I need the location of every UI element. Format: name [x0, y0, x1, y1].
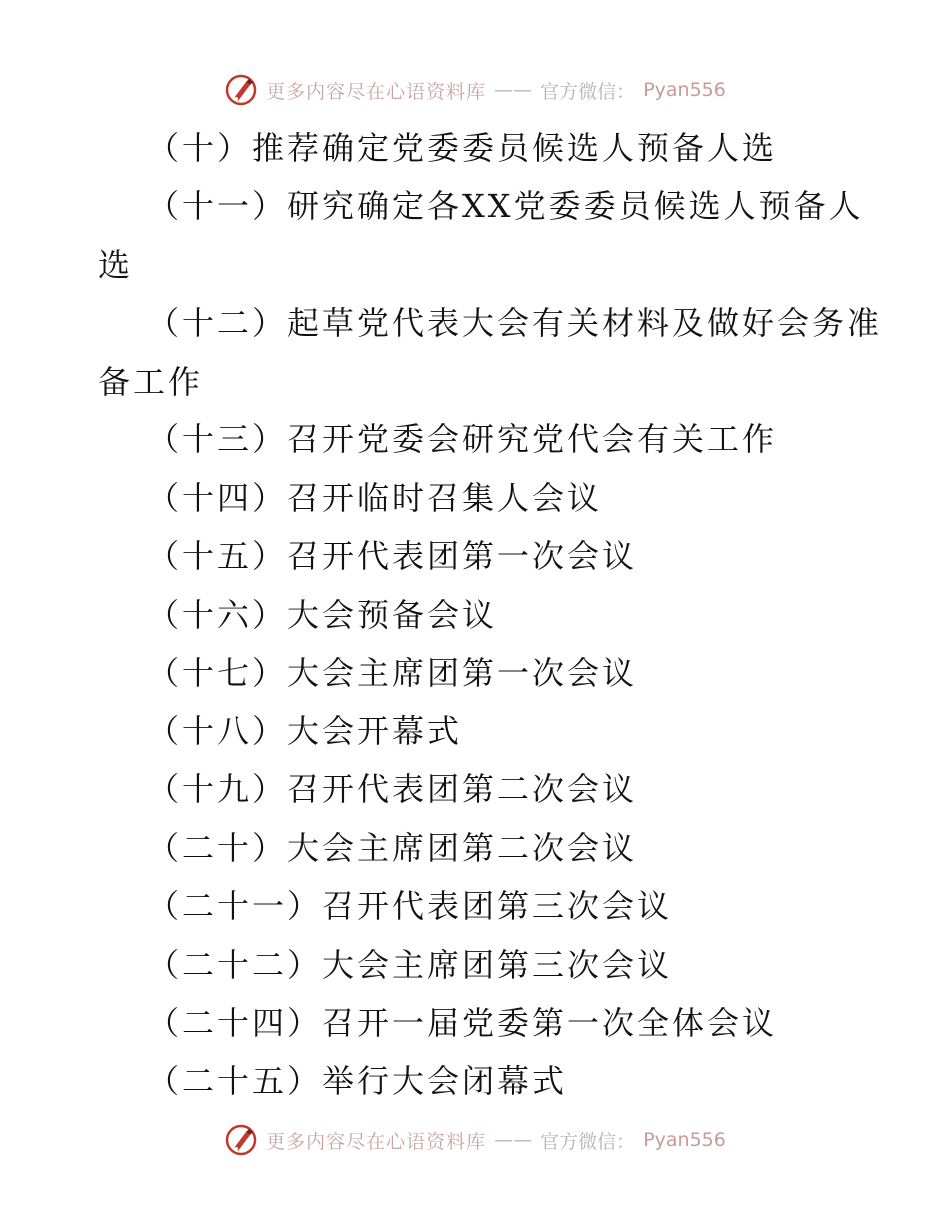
- watermark-dash: ——: [494, 79, 533, 101]
- watermark-wechat-id: Pyan556: [643, 1129, 726, 1151]
- list-item: （十五）召开代表团第一次会议: [147, 537, 638, 575]
- watermark-text: 更多内容尽在心语资料库: [266, 1130, 487, 1153]
- list-item: （二十二）大会主席团第三次会议: [147, 946, 673, 984]
- watermark-text: 更多内容尽在心语资料库: [266, 80, 487, 103]
- list-item-continuation: 选: [98, 246, 134, 284]
- watermark-wechat-id: Pyan556: [643, 79, 726, 101]
- watermark-footer: [0, 1120, 950, 1160]
- list-item: （十八）大会开幕式: [147, 712, 463, 750]
- list-item: （十）推荐确定党委委员候选人预备人选: [147, 129, 778, 167]
- list-item: （十六）大会预备会议: [147, 596, 498, 634]
- pen-logo-icon: [224, 73, 258, 107]
- list-item: （十一）研究确定各XX党委委员候选人预备人: [147, 187, 864, 225]
- list-item: （二十一）召开代表团第三次会议: [147, 887, 673, 925]
- list-item: （二十）大会主席团第二次会议: [147, 829, 638, 867]
- watermark-wechat-label: 官方微信：: [540, 80, 636, 103]
- list-item-continuation: 备工作: [98, 363, 204, 401]
- watermark-header: [0, 70, 950, 110]
- list-item: （二十五）举行大会闭幕式: [147, 1062, 568, 1100]
- list-item: （十二）起草党代表大会有关材料及做好会务准: [147, 304, 883, 342]
- pen-logo-icon: [224, 1123, 258, 1157]
- list-item: （十四）召开临时召集人会议: [147, 479, 603, 517]
- list-item: （十三）召开党委会研究党代会有关工作: [147, 420, 778, 458]
- list-item: （十九）召开代表团第二次会议: [147, 770, 638, 808]
- watermark-dash: ——: [494, 1129, 533, 1151]
- watermark-wechat-label: 官方微信：: [540, 1130, 636, 1153]
- list-item: （十七）大会主席团第一次会议: [147, 654, 638, 692]
- list-item: （二十四）召开一届党委第一次全体会议: [147, 1004, 778, 1042]
